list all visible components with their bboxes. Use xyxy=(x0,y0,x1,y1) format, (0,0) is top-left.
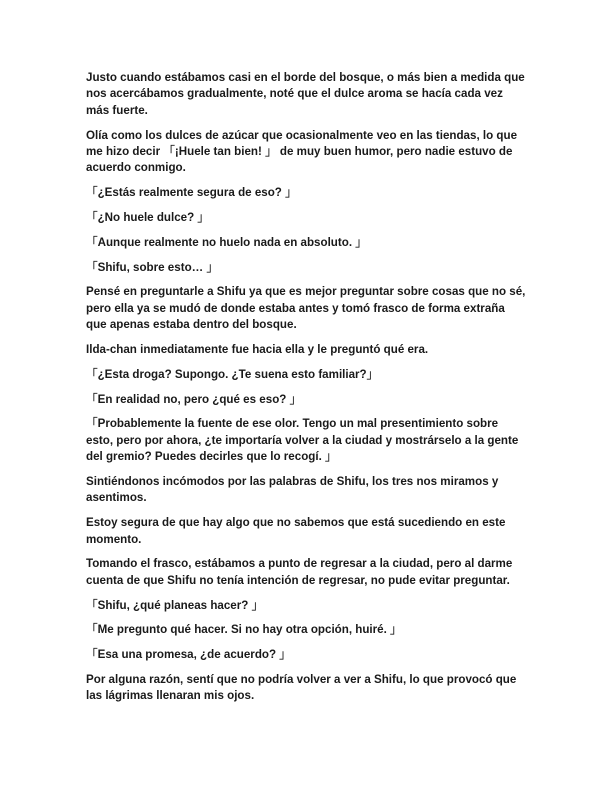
narration-paragraph: Pensé en preguntarle a Shifu ya que es mejor preguntar sobre cosas que no sé, pero ella ya se mudó de donde estaba antes y tomó frasco de forma extraña que apenas estaba dentro del bosque. xyxy=(86,285,526,332)
dialog-line: 「En realidad no, pero ¿qué es eso? 」 xyxy=(86,392,302,406)
narration-paragraph: Olía como los dulces de azúcar que ocasionalmente veo en las tiendas, lo que me hizo decir 「¡Huele tan bien! 」 de muy buen humor, pero nadie estuvo de acuerdo conmigo. xyxy=(86,128,518,175)
dialog-line: 「Me pregunto qué hacer. Si no hay otra opción, huiré. 」 xyxy=(86,623,402,637)
narration-paragraph: Estoy segura de que hay algo que no sabemos que está sucediendo en este momento. xyxy=(86,516,506,546)
dialog-line: 「Esa una promesa, ¿de acuerdo? 」 xyxy=(86,648,291,662)
dialog-line: 「Shifu, ¿qué planeas hacer? 」 xyxy=(86,598,264,612)
narration-paragraph: Por alguna razón, sentí que no podría volver a ver a Shifu, lo que provocó que las lágrimas llenaran mis ojos. xyxy=(86,673,517,703)
dialog-line: 「Probablemente la fuente de ese olor. Tengo un mal presentimiento sobre esto, pero por ahora, ¿te importaría volver a la ciudad y mostrárselo a la gente del gremio? Puedes decirles que lo recogí. 」 xyxy=(86,417,519,464)
dialog-line: 「Shifu, sobre esto… 」 xyxy=(86,260,219,274)
dialog-line: 「¿Estás realmente segura de eso? 」 xyxy=(86,186,297,200)
dialog-line: 「¿Esta droga? Supongo. ¿Te suena esto familiar?」 xyxy=(86,367,379,381)
dialog-line: 「Aunque realmente no huelo nada en absoluto. 」 xyxy=(86,235,367,249)
narration-paragraph: Tomando el frasco, estábamos a punto de regresar a la ciudad, pero al darme cuenta de que Shifu no tenía intención de regresar, no pude evitar preguntar. xyxy=(86,557,513,587)
dialog-line: 「¿No huele dulce? 」 xyxy=(86,211,210,225)
narration-paragraph: Justo cuando estábamos casi en el borde del bosque, o más bien a medida que nos acercábamos gradualmente, noté que el dulce aroma se hacía cada vez más fuerte. xyxy=(86,71,525,117)
story-text xyxy=(86,70,526,713)
narration-paragraph: Sintiéndonos incómodos por las palabras de Shifu, los tres nos miramos y asentimos. xyxy=(86,475,499,505)
narration-paragraph: Ilda-chan inmediatamente fue hacia ella y le preguntó qué era. xyxy=(86,343,429,357)
